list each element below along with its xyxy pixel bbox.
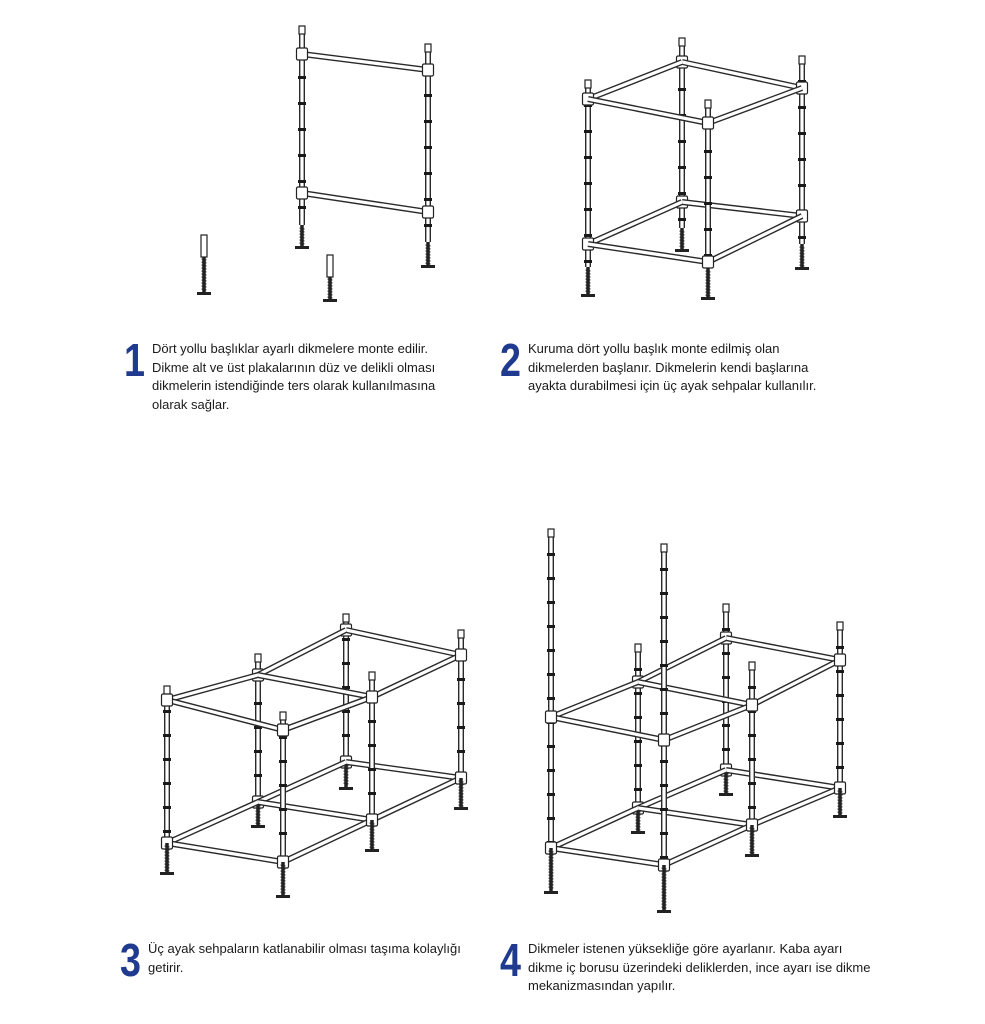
step-3-text: Üç ayak sehpaların katlanabilir olması taşıma kolaylığı getirir. — [148, 941, 461, 975]
base-plate — [295, 246, 309, 249]
four-way-head — [835, 654, 846, 666]
horizontal-beam — [258, 802, 372, 820]
vertical-post — [454, 630, 468, 810]
horizontal-beam — [752, 660, 840, 705]
horizontal-beam — [346, 762, 461, 778]
horizontal-beam — [372, 655, 461, 697]
step-3-number: 3 — [120, 934, 141, 986]
horizontal-beam — [283, 820, 372, 862]
horizontal-beam — [302, 193, 428, 212]
four-way-head — [703, 256, 714, 268]
horizontal-beam — [682, 62, 802, 88]
horizontal-beam — [167, 802, 258, 843]
step-2-text: Kuruma dört yollu başlık monte edilmiş olan dikmelerden başlanır. Dikmelerin kendi başlarına ayakta durabilmesi için üç ayak sehpalar kullanılır. — [528, 341, 817, 393]
horizontal-beam — [726, 638, 840, 660]
horizontal-beam — [258, 762, 346, 802]
horizontal-beam — [283, 697, 372, 730]
horizontal-beam — [551, 848, 664, 865]
base-plate — [631, 831, 645, 834]
horizontal-beam — [708, 216, 802, 262]
four-way-head — [423, 64, 434, 76]
base-plate — [833, 815, 847, 818]
base-plate — [365, 849, 379, 852]
horizontal-beam — [638, 770, 726, 808]
adjustable-jack — [675, 228, 689, 252]
base-plate — [197, 292, 211, 295]
adjustable-jack — [581, 267, 595, 297]
four-way-head — [546, 711, 557, 723]
vertical-post — [581, 80, 595, 297]
horizontal-beam — [258, 630, 346, 675]
vertical-post — [675, 38, 689, 252]
step-1-number: 1 — [124, 334, 145, 386]
four-way-head — [423, 206, 434, 218]
horizontal-beam — [638, 808, 752, 825]
illustration-step-1 — [197, 26, 435, 302]
four-way-head — [659, 734, 670, 746]
horizontal-beam — [638, 682, 752, 705]
horizontal-beam — [167, 675, 258, 700]
vertical-post — [295, 26, 309, 249]
step-2-caption — [500, 334, 840, 396]
vertical-post — [544, 529, 558, 894]
base-plate — [657, 910, 671, 913]
four-way-head — [162, 694, 173, 706]
horizontal-beam — [551, 717, 664, 740]
horizontal-beam — [588, 244, 708, 262]
horizontal-beam — [372, 778, 461, 820]
horizontal-beam — [346, 630, 461, 655]
four-way-head — [297, 187, 308, 199]
horizontal-beam — [752, 788, 840, 825]
base-plate — [719, 793, 733, 796]
adjustable-jack — [421, 242, 435, 268]
vertical-post — [160, 686, 174, 875]
horizontal-beam — [258, 675, 372, 697]
four-way-head — [747, 699, 758, 711]
adjustable-jack — [544, 848, 558, 894]
horizontal-beam — [167, 843, 283, 862]
vertical-post — [701, 100, 715, 300]
horizontal-beam — [588, 62, 682, 99]
standalone-jack — [197, 235, 211, 295]
adjustable-jack — [795, 244, 809, 270]
base-plate — [454, 807, 468, 810]
step-4-text: Dikmeler istenen yüksekliğe göre ayarlanır. Kaba ayarı dikme iç borusu üzerindeki deliklerden, ince ayarı ise dikme mekanizmasından yapılır. — [528, 941, 871, 993]
horizontal-beam — [551, 808, 638, 848]
base-plate — [339, 787, 353, 790]
horizontal-beam — [708, 88, 802, 123]
horizontal-beam — [664, 705, 752, 740]
step-1-text: Dört yollu başlıklar ayarlı dikmelere monte edilir. Dikme alt ve üst plakalarının düz ve delikli olması dikmelerin istendiğinde ters olarak kullanılmasına olarak sağlar. — [152, 341, 436, 412]
base-plate — [795, 267, 809, 270]
four-way-head — [297, 48, 308, 60]
adjustable-jack — [701, 268, 715, 300]
standalone-jack — [323, 255, 337, 302]
base-plate — [745, 854, 759, 857]
four-way-head — [278, 724, 289, 736]
adjustable-jack — [295, 225, 309, 249]
base-plate — [251, 825, 265, 828]
horizontal-beam — [726, 770, 840, 788]
four-way-head — [703, 117, 714, 129]
step-3-caption — [120, 934, 495, 986]
four-way-head — [367, 691, 378, 703]
horizontal-beam — [588, 99, 708, 123]
illustration-step-3 — [160, 614, 468, 898]
vertical-post — [833, 622, 847, 818]
horizontal-beam — [302, 54, 428, 70]
horizontal-beam — [638, 638, 726, 682]
base-plate — [323, 299, 337, 302]
horizontal-beam — [167, 700, 283, 730]
four-way-head — [456, 649, 467, 661]
vertical-post — [421, 44, 435, 268]
base-plate — [581, 294, 595, 297]
horizontal-beam — [664, 825, 752, 865]
base-plate — [421, 265, 435, 268]
step-1-caption — [124, 334, 464, 414]
base-plate — [160, 872, 174, 875]
adjustable-jack — [657, 865, 671, 913]
step-4-number: 4 — [500, 934, 521, 986]
base-plate — [701, 297, 715, 300]
step-4-caption — [500, 934, 875, 996]
horizontal-beam — [551, 682, 638, 717]
base-plate — [544, 891, 558, 894]
step-2-number: 2 — [500, 334, 521, 386]
illustration-step-4 — [544, 529, 847, 913]
horizontal-beam — [588, 202, 682, 244]
base-plate — [675, 249, 689, 252]
base-plate — [276, 895, 290, 898]
illustration-step-2 — [581, 38, 809, 300]
vertical-post — [745, 662, 759, 857]
horizontal-beam — [682, 202, 802, 216]
vertical-post — [657, 544, 671, 913]
